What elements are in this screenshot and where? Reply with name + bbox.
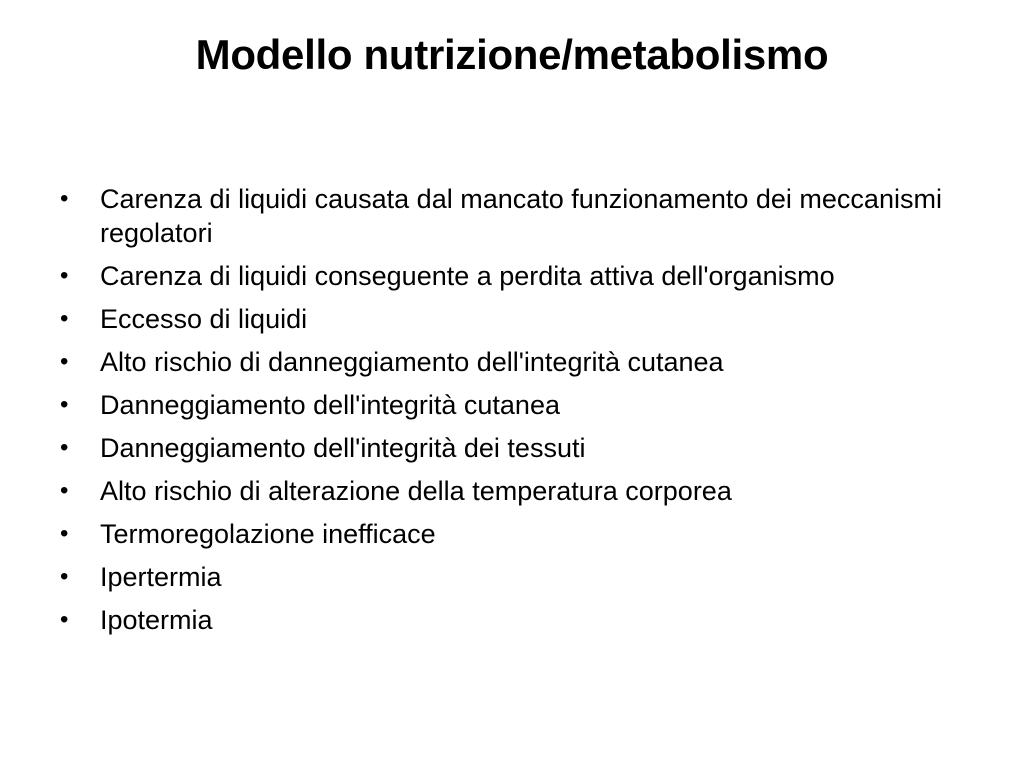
bullet-icon: • xyxy=(60,185,69,212)
bullet-item xyxy=(56,345,956,379)
bullet-icon: • xyxy=(60,477,69,504)
bullet-text: Termoregolazione inefficace xyxy=(100,519,436,549)
bullet-text: Alto rischio di alterazione della temperatura corporea xyxy=(100,476,732,506)
bullet-icon: • xyxy=(60,563,69,590)
bullet-text: Carenza di liquidi conseguente a perdita attiva dell'organismo xyxy=(100,261,835,291)
bullet-text: Danneggiamento dell'integrità dei tessuti xyxy=(100,433,586,463)
bullet-item xyxy=(56,431,956,465)
bullet-icon: • xyxy=(60,606,69,633)
bullet-icon: • xyxy=(60,520,69,547)
bullet-text: Carenza di liquidi causata dal mancato funzionamento dei meccanismi regolatori xyxy=(100,184,942,248)
bullet-item xyxy=(56,603,956,637)
bullet-icon: • xyxy=(60,305,69,332)
bullet-icon: • xyxy=(60,434,69,461)
bullet-text: Ipertermia xyxy=(100,562,222,592)
bullet-item xyxy=(56,259,956,293)
bullet-item xyxy=(56,517,956,551)
bullet-item xyxy=(56,560,956,594)
bullet-item xyxy=(56,474,956,508)
bullet-list xyxy=(56,182,956,646)
bullet-text: Danneggiamento dell'integrità cutanea xyxy=(100,390,560,420)
bullet-item xyxy=(56,302,956,336)
bullet-text: Ipotermia xyxy=(100,605,213,635)
bullet-icon: • xyxy=(60,391,69,418)
bullet-item xyxy=(56,388,956,422)
bullet-text: Alto rischio di danneggiamento dell'integrità cutanea xyxy=(100,347,724,377)
bullet-icon: • xyxy=(60,348,69,375)
slide-title: Modello nutrizione/metabolismo xyxy=(195,31,829,78)
bullet-item xyxy=(56,182,956,250)
bullet-text: Eccesso di liquidi xyxy=(100,304,308,334)
bullet-icon: • xyxy=(60,262,69,289)
